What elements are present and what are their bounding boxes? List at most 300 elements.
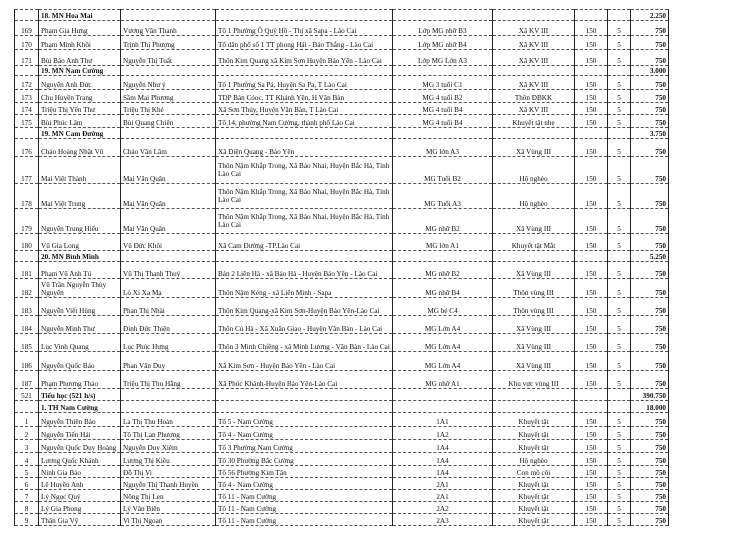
table-row [15, 157, 669, 184]
beneficiary-category: Khuyết tật [493, 413, 575, 427]
table-row [15, 36, 669, 50]
row-total: 750 [631, 262, 669, 279]
row-total: 750 [631, 90, 669, 103]
student-name: Tiểu học (521 h/s) [39, 389, 121, 401]
days-count [608, 389, 631, 401]
address [216, 401, 393, 413]
beneficiary-category: Xã Vùng III [493, 139, 575, 157]
row-total: 750 [631, 115, 669, 128]
parent-name: La Thị Thu Hoàn [121, 413, 216, 427]
student-name: Nguyễn Quốc Bảo [39, 352, 121, 371]
address: Thôn Kim Quang xã Kim Sơn Huyện Bảo Yên - Lào Cai [216, 50, 393, 66]
days-count: 5 [608, 413, 631, 427]
days-count: 5 [608, 371, 631, 389]
address: Tổ 14, phường Nam Cường, thành phố Lào Cai [216, 115, 393, 128]
amount-per-day: 150 [575, 316, 608, 334]
amount-per-day: 150 [575, 21, 608, 36]
group-header-row [15, 66, 669, 76]
table-row [15, 50, 669, 66]
days-count: 5 [608, 478, 631, 490]
parent-name: Mai Văn Quân [121, 184, 216, 209]
student-name: Nguyễn Thiên Bảo [39, 413, 121, 427]
class-name: MG nhỡ B4 [393, 279, 493, 298]
days-count [608, 251, 631, 262]
beneficiary-category: Xã KV III [493, 21, 575, 36]
parent-name [121, 66, 216, 76]
beneficiary-category: Xã KV III [493, 36, 575, 50]
class-name: MG Lớn A4 [393, 316, 493, 334]
amount-per-day: 150 [575, 103, 608, 115]
class-name: MG nhỡ B2 [393, 209, 493, 234]
days-count: 5 [608, 157, 631, 184]
parent-name: Phan Thị Nhài [121, 298, 216, 316]
row-number: 5 [15, 466, 39, 478]
beneficiary-category: Hộ nghèo [493, 157, 575, 184]
class-name [393, 128, 493, 139]
address: Xã Phúc Khánh-Huyện Bảo Yên-Lào Cai [216, 371, 393, 389]
table-row [15, 279, 669, 298]
days-count: 5 [608, 490, 631, 502]
row-number: 179 [15, 209, 39, 234]
amount-per-day: 150 [575, 440, 608, 453]
row-number: 169 [15, 21, 39, 36]
parent-name [121, 10, 216, 21]
row-total: 750 [631, 371, 669, 389]
class-name: MG Tuổi B2 [393, 157, 493, 184]
student-name: 18. MN Hoa Mai [39, 10, 121, 21]
beneficiary-category: Xã KV III [493, 103, 575, 115]
table-row [15, 262, 669, 279]
beneficiary-category: Xã Vùng III [493, 352, 575, 371]
address [216, 128, 393, 139]
row-number: 6 [15, 478, 39, 490]
beneficiary-category: Khuyết tật [493, 502, 575, 514]
student-name: Nguyễn Viết Hùng [39, 298, 121, 316]
parent-name: Lò Xi Xa Mạ [121, 279, 216, 298]
student-name: Triệu Thị Yến Thư [39, 103, 121, 115]
address: Tổ 4 - Nam Cường [216, 427, 393, 440]
parent-name: Bùi Quang Chiến [121, 115, 216, 128]
class-name: MG 4 tuổi B4 [393, 115, 493, 128]
class-name [393, 251, 493, 262]
address: TDP Bản Cóoc, TT Khánh Yên, H Văn Bàn [216, 90, 393, 103]
student-name: Lý Ngọc Quý [39, 490, 121, 502]
table-row [15, 466, 669, 478]
beneficiary-category: Khuyết tật [493, 514, 575, 526]
row-number [15, 401, 39, 413]
row-number: 181 [15, 262, 39, 279]
table-row [15, 334, 669, 352]
row-number: 4 [15, 453, 39, 466]
days-count: 5 [608, 279, 631, 298]
row-total: 750 [631, 209, 669, 234]
address [216, 66, 393, 76]
amount-per-day: 150 [575, 490, 608, 502]
row-number: 9 [15, 514, 39, 526]
days-count: 5 [608, 21, 631, 36]
row-total: 750 [631, 413, 669, 427]
days-count: 5 [608, 115, 631, 128]
table-row [15, 427, 669, 440]
address: Thôn Nậm Kéng - xã Liên Minh - Sapa [216, 279, 393, 298]
class-name: 1A4 [393, 440, 493, 453]
student-name: Bùi Bảo Anh Thư [39, 50, 121, 66]
table-row [15, 184, 669, 209]
amount-per-day: 150 [575, 262, 608, 279]
beneficiary-category [493, 251, 575, 262]
days-count: 5 [608, 334, 631, 352]
student-name: Lục Vinh Quang [39, 334, 121, 352]
student-name: Mai Việt Thành [39, 157, 121, 184]
days-count: 5 [608, 90, 631, 103]
address: Xã Cam Đường -TP.Lào Cai [216, 234, 393, 251]
table-row [15, 352, 669, 371]
beneficiary-category: Hộ nghèo [493, 184, 575, 209]
days-count: 5 [608, 298, 631, 316]
class-name: 2A3 [393, 514, 493, 526]
address: Tổ 56 Phường Kim Tân [216, 466, 393, 478]
row-total: 750 [631, 427, 669, 440]
table-row [15, 103, 669, 115]
parent-name [121, 128, 216, 139]
table-row [15, 502, 669, 514]
days-count: 5 [608, 427, 631, 440]
student-name: Chu Huyền Trang [39, 90, 121, 103]
address: Thôn Củ Hà - Xã Xuân Giao - Huyện Văn Bàn - Lào Cai [216, 316, 393, 334]
table-row [15, 316, 669, 334]
amount-per-day: 150 [575, 90, 608, 103]
address: Thôn 3 Minh Chiềng - xã Minh Lương - Văn Bàn - Lào Cai [216, 334, 393, 352]
address: Tổ 11 - Nam Cường [216, 514, 393, 526]
parent-name: Lương Thị Kiều [121, 453, 216, 466]
parent-name [121, 401, 216, 413]
days-count: 5 [608, 184, 631, 209]
class-name: MG lớn A3 [393, 139, 493, 157]
class-name: Lớp MG nhỡ B3 [393, 21, 493, 36]
row-number: 184 [15, 316, 39, 334]
address: Tổ 30 Phường Bắc Cường [216, 453, 393, 466]
row-total: 750 [631, 514, 669, 526]
row-total: 750 [631, 453, 669, 466]
beneficiary-category: Thôn ĐBKK [493, 90, 575, 103]
parent-name: Vi Thị Ngoan [121, 514, 216, 526]
amount-per-day: 150 [575, 50, 608, 66]
row-number: 2 [15, 427, 39, 440]
row-total: 750 [631, 298, 669, 316]
address: Xã Sơn Thủy, Huyện Văn Bàn, T Lào Cai [216, 103, 393, 115]
class-name: 2A2 [393, 502, 493, 514]
table-row [15, 90, 669, 103]
row-total: 750 [631, 103, 669, 115]
beneficiary-category [493, 401, 575, 413]
student-name: Phạm Gia Hưng [39, 21, 121, 36]
class-name: 1A4 [393, 453, 493, 466]
amount-per-day: 150 [575, 352, 608, 371]
row-total: 750 [631, 157, 669, 184]
student-name: Nguyễn Tiến Hải [39, 427, 121, 440]
row-total: 2.250 [631, 10, 669, 21]
row-total: 750 [631, 352, 669, 371]
student-name: 19. MN Nam Cường [39, 66, 121, 76]
row-total: 750 [631, 478, 669, 490]
address: Tổ 3 Phường Nam Cường [216, 440, 393, 453]
parent-name: Vũ Đức Khôi [121, 234, 216, 251]
student-name: Ninh Gia Bảo [39, 466, 121, 478]
days-count: 5 [608, 50, 631, 66]
amount-per-day: 150 [575, 427, 608, 440]
days-count: 5 [608, 36, 631, 50]
student-name: 20. MN Bình Minh [39, 251, 121, 262]
table-body [15, 10, 669, 526]
address: Tổ dân phố số 1 TT phong Hải - Bảo Thắng - Lào Cai [216, 36, 393, 50]
address: Tổ 11 - Nam Cường [216, 490, 393, 502]
class-name: 2A1 [393, 490, 493, 502]
parent-name [121, 251, 216, 262]
row-total: 5.250 [631, 251, 669, 262]
row-number [15, 251, 39, 262]
row-total: 750 [631, 334, 669, 352]
amount-per-day [575, 401, 608, 413]
parent-name: Vũ Thị Thanh Thuý [121, 262, 216, 279]
class-name: 2A1 [393, 478, 493, 490]
parent-name: Nguyễn Duy Xiêm [121, 440, 216, 453]
parent-name: Mai Văn Quân [121, 157, 216, 184]
days-count: 5 [608, 453, 631, 466]
row-total: 750 [631, 279, 669, 298]
row-number: 183 [15, 298, 39, 316]
address: Tổ 11 - Nam Cường [216, 502, 393, 514]
amount-per-day: 150 [575, 76, 608, 90]
parent-name: Chảo Văn Lâm [121, 139, 216, 157]
table-row [15, 413, 669, 427]
parent-name: Đỗ Thị Vi [121, 466, 216, 478]
row-number: 521 [15, 389, 39, 401]
student-name: Thân Gia Vỹ [39, 514, 121, 526]
address: Tổ 4 - Nam Cường [216, 478, 393, 490]
row-number: 7 [15, 490, 39, 502]
class-name: MG Tuổi A3 [393, 184, 493, 209]
beneficiary-category: Xã KV III [493, 76, 575, 90]
address: Xã Điện Quang - Bảo Yên [216, 139, 393, 157]
parent-name: Tô Thị Lan Phương [121, 427, 216, 440]
table-row [15, 371, 669, 389]
amount-per-day: 150 [575, 139, 608, 157]
amount-per-day: 150 [575, 184, 608, 209]
parent-name: Nguyễn Thị Thanh Huyền [121, 478, 216, 490]
allowance-table [14, 9, 669, 526]
class-name: MG 4 tuổi B2 [393, 90, 493, 103]
row-total: 18.000 [631, 401, 669, 413]
parent-name: Nguyễn Như ý [121, 76, 216, 90]
row-number [15, 10, 39, 21]
row-total: 750 [631, 36, 669, 50]
beneficiary-category: Xã Vùng III [493, 262, 575, 279]
student-name: Lê Huyền Anh [39, 478, 121, 490]
days-count: 5 [608, 103, 631, 115]
class-name [393, 66, 493, 76]
parent-name: Triệu Thị Thu Hằng [121, 371, 216, 389]
beneficiary-category: Xã Vùng III [493, 334, 575, 352]
beneficiary-category: Khuyết tật [493, 440, 575, 453]
group-header-row [15, 251, 669, 262]
class-name: MG 3 tuổi C1 [393, 76, 493, 90]
parent-name: Phan Văn Duy [121, 352, 216, 371]
group-header-row [15, 401, 669, 413]
class-name: MG lớn A1 [393, 234, 493, 251]
beneficiary-category: Thôn vùng III [493, 298, 575, 316]
row-number: 8 [15, 502, 39, 514]
class-name: MG bé C4 [393, 298, 493, 316]
table-row [15, 453, 669, 466]
student-name: Nguyễn Minh Thư [39, 316, 121, 334]
days-count: 5 [608, 234, 631, 251]
address: Thôn Nậm Khắp Trong, Xã Bảo Nhai, Huyện Bắc Hà, Tỉnh Lào Cai [216, 157, 393, 184]
days-count: 5 [608, 209, 631, 234]
class-name: 1A1 [393, 413, 493, 427]
row-number: 174 [15, 103, 39, 115]
amount-per-day: 150 [575, 466, 608, 478]
student-name: Nguyễn Anh Đức [39, 76, 121, 90]
table-row [15, 298, 669, 316]
section-header-row [15, 389, 669, 401]
beneficiary-category: Khuyết tật [493, 427, 575, 440]
row-number: 175 [15, 115, 39, 128]
days-count: 5 [608, 502, 631, 514]
student-name: 1. TH Nam Cường [39, 401, 121, 413]
table-row [15, 21, 669, 36]
parent-name: Đinh Đức Thiện [121, 316, 216, 334]
class-name [393, 10, 493, 21]
amount-per-day: 150 [575, 453, 608, 466]
row-number: 180 [15, 234, 39, 251]
amount-per-day: 150 [575, 298, 608, 316]
address: Thôn Kim Quang-xã Kim Sơn-Huyện Bảo Yên-Lào Cai [216, 298, 393, 316]
beneficiary-category: Khuyết tật [493, 490, 575, 502]
beneficiary-category [493, 10, 575, 21]
table-row [15, 139, 669, 157]
beneficiary-category: Khuyết tật Mắt [493, 234, 575, 251]
student-name: Phạm Vũ Anh Tú [39, 262, 121, 279]
student-name: Chảo Hoàng Nhật Vũ [39, 139, 121, 157]
days-count [608, 401, 631, 413]
days-count [608, 128, 631, 139]
student-name: Vũ Trần Nguyễn Thùy Nguyên [39, 279, 121, 298]
student-name: Nguyễn Trung Hiếu [39, 209, 121, 234]
table-row [15, 478, 669, 490]
parent-name: Lý Văn Biên [121, 502, 216, 514]
parent-name: Triệu Thị Khé [121, 103, 216, 115]
amount-per-day: 150 [575, 334, 608, 352]
group-header-row [15, 128, 669, 139]
row-number: 186 [15, 352, 39, 371]
class-name: Lớp MG nhỡ B4 [393, 36, 493, 50]
days-count: 5 [608, 466, 631, 478]
student-name: Mai Việt Trung [39, 184, 121, 209]
student-name: Vũ Gia Long [39, 234, 121, 251]
table-row [15, 76, 669, 90]
parent-name: Nguyễn Thị Tuất [121, 50, 216, 66]
row-number: 177 [15, 157, 39, 184]
amount-per-day: 150 [575, 413, 608, 427]
days-count: 5 [608, 262, 631, 279]
row-number: 3 [15, 440, 39, 453]
address [216, 389, 393, 401]
beneficiary-category [493, 128, 575, 139]
beneficiary-category: Khu vực vùng III [493, 371, 575, 389]
row-number: 187 [15, 371, 39, 389]
parent-name: Lục Phúc Hưng [121, 334, 216, 352]
beneficiary-category [493, 389, 575, 401]
beneficiary-category: Hộ nghèo [493, 453, 575, 466]
student-name: Bùi Phúc Lâm [39, 115, 121, 128]
days-count [608, 66, 631, 76]
beneficiary-category: Xã Vùng III [493, 316, 575, 334]
amount-per-day: 150 [575, 279, 608, 298]
days-count [608, 10, 631, 21]
beneficiary-category: Con mồ côi [493, 466, 575, 478]
row-number [15, 128, 39, 139]
row-number: 178 [15, 184, 39, 209]
class-name [393, 389, 493, 401]
parent-name: Trịnh Thị Phượng [121, 36, 216, 50]
table-row [15, 115, 669, 128]
beneficiary-category: Khuyết tật nhẹ [493, 115, 575, 128]
row-number: 1 [15, 413, 39, 427]
address: Bản 2 Liên Hà - xã Bảo Hà - Huyện Bảo Yên - Lào Cai [216, 262, 393, 279]
class-name: 1A4 [393, 466, 493, 478]
group-header-row [15, 10, 669, 21]
amount-per-day: 150 [575, 234, 608, 251]
days-count: 5 [608, 316, 631, 334]
amount-per-day: 150 [575, 478, 608, 490]
class-name: MG nhỡ B2 [393, 262, 493, 279]
student-name: Lương Quốc Khánh [39, 453, 121, 466]
row-total: 750 [631, 184, 669, 209]
amount-per-day [575, 251, 608, 262]
amount-per-day: 150 [575, 36, 608, 50]
amount-per-day: 150 [575, 157, 608, 184]
row-number: 185 [15, 334, 39, 352]
address: Thôn Nậm Khắp Trong, Xã Bảo Nhai, Huyện Bắc Hà, Tỉnh Lào Cai [216, 209, 393, 234]
student-name: Nguyễn Quốc Duy Hoàng [39, 440, 121, 453]
days-count: 5 [608, 440, 631, 453]
table-row [15, 490, 669, 502]
student-name: 19. MN Cam Đường [39, 128, 121, 139]
table-row [15, 440, 669, 453]
beneficiary-category: Xã KV III [493, 50, 575, 66]
beneficiary-category: Thôn vùng III [493, 279, 575, 298]
class-name: 1A2 [393, 427, 493, 440]
amount-per-day: 150 [575, 514, 608, 526]
row-number: 173 [15, 90, 39, 103]
amount-per-day [575, 66, 608, 76]
row-total: 3.000 [631, 66, 669, 76]
row-total: 750 [631, 502, 669, 514]
days-count: 5 [608, 76, 631, 90]
class-name: MG Lớn A4 [393, 334, 493, 352]
parent-name [121, 389, 216, 401]
table-row [15, 209, 669, 234]
address [216, 251, 393, 262]
amount-per-day: 150 [575, 115, 608, 128]
parent-name: Mai Văn Quân [121, 209, 216, 234]
class-name: MG 4 tuổi B4 [393, 103, 493, 115]
row-total: 750 [631, 234, 669, 251]
beneficiary-category: Xã Vùng III [493, 209, 575, 234]
class-name [393, 401, 493, 413]
amount-per-day: 150 [575, 209, 608, 234]
parent-name: Sầm Mai Phương [121, 90, 216, 103]
